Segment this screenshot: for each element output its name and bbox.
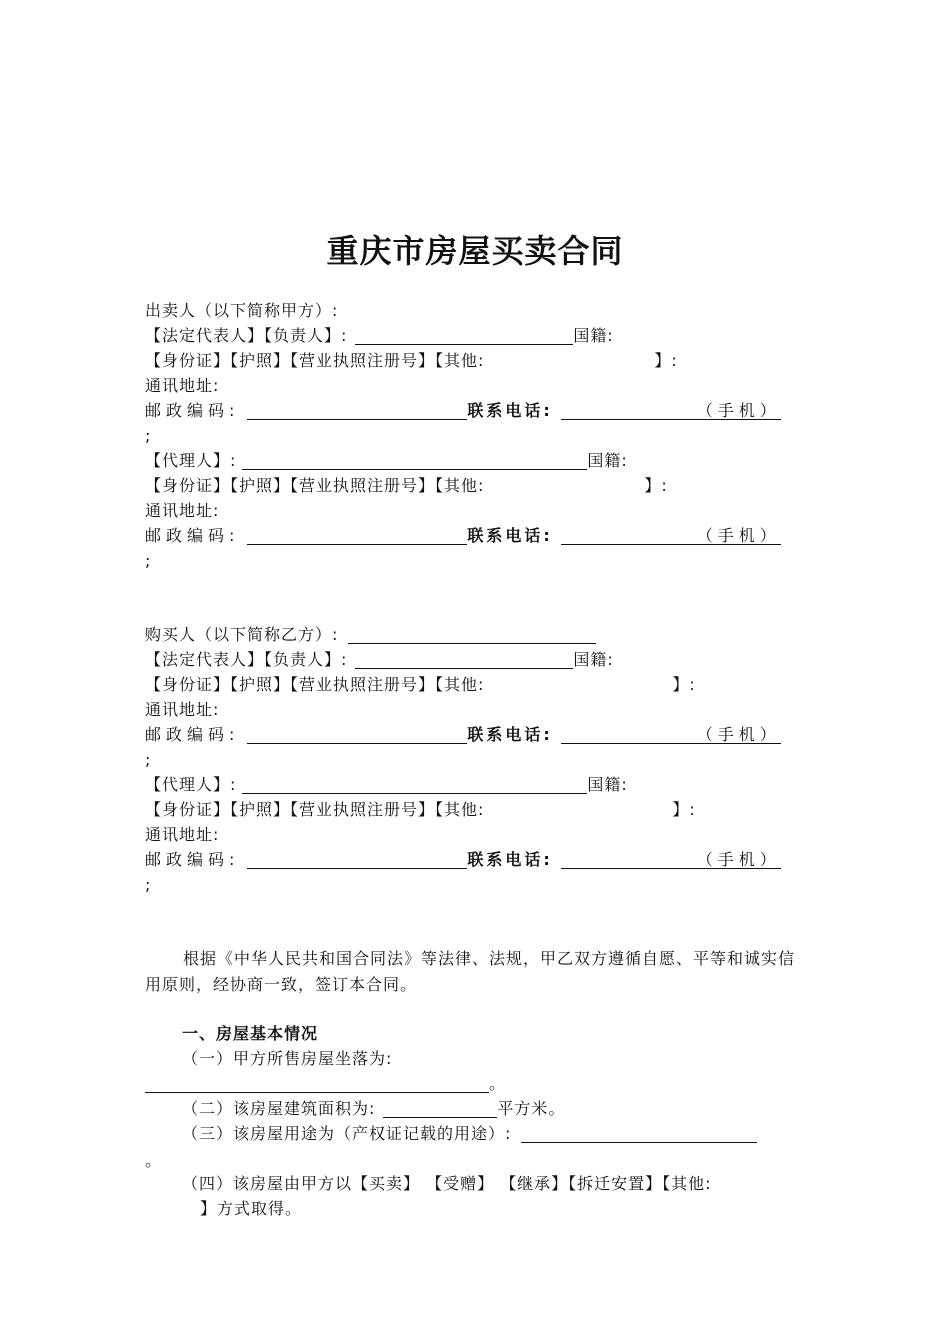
section1-item3-end: 。 bbox=[145, 1151, 163, 1170]
buyer-postal-blank[interactable] bbox=[247, 723, 467, 744]
seller-agent-blank[interactable] bbox=[242, 449, 587, 470]
item1-end: 。 bbox=[489, 1074, 507, 1093]
seller-id-close: 】: bbox=[654, 351, 678, 370]
buyer-rep-blank[interactable] bbox=[355, 648, 573, 669]
seller-postal-blank[interactable] bbox=[247, 399, 467, 420]
buyer-header-line bbox=[145, 623, 596, 647]
section1-item1: （一）甲方所售房屋坐落为: bbox=[182, 1049, 393, 1068]
item2-label: （二）该房屋建筑面积为: bbox=[182, 1099, 376, 1118]
buyer-rep-line bbox=[145, 648, 614, 672]
seller-agent-postal-label: 邮政编码: bbox=[145, 526, 240, 545]
seller-header-text: 出卖人（以下简称甲方）: bbox=[145, 301, 339, 320]
section1-item2 bbox=[182, 1097, 565, 1121]
buyer-agent-blank[interactable] bbox=[242, 773, 587, 794]
seller-agent-postal-blank[interactable] bbox=[247, 524, 467, 545]
buyer-rep-label: 【法定代表人】【负责人】: bbox=[145, 650, 348, 669]
buyer-agent-label: 【代理人】: bbox=[145, 775, 237, 794]
seller-agent-id-label: 【身份证】【护照】【营业执照注册号】【其他: bbox=[145, 476, 485, 495]
buyer-mobile-blank[interactable]: （手机） bbox=[561, 723, 781, 744]
seller-address-line bbox=[145, 374, 219, 398]
seller-address-label: 通讯地址: bbox=[145, 376, 220, 395]
buyer-agent-mobile-blank[interactable]: （手机） bbox=[561, 848, 781, 869]
seller-agent-address-line bbox=[145, 499, 219, 523]
section1-item3 bbox=[182, 1122, 757, 1146]
seller-id-line bbox=[145, 349, 678, 373]
buyer-agent-postal-label: 邮政编码: bbox=[145, 850, 240, 869]
buyer-header-text: 购买人（以下简称乙方）: bbox=[145, 625, 339, 644]
seller-rep-label: 【法定代表人】【负责人】: bbox=[145, 326, 348, 345]
buyer-nationality-label: 国籍: bbox=[573, 650, 614, 669]
buyer-agent-phone-label: 联系电话: bbox=[467, 850, 553, 869]
buyer-postal-label: 邮政编码: bbox=[145, 725, 240, 744]
seller-header bbox=[145, 299, 338, 323]
seller-agent-address-label: 通讯地址: bbox=[145, 501, 220, 520]
buyer-semicolon: ; bbox=[145, 750, 152, 769]
seller-agent-line bbox=[145, 449, 628, 473]
buyer-agent-address-label: 通讯地址: bbox=[145, 825, 220, 844]
buyer-agent-line bbox=[145, 773, 628, 797]
buyer-address-line bbox=[145, 698, 219, 722]
seller-agent-semicolon: ; bbox=[145, 551, 152, 570]
buyer-phone-label: 联系电话: bbox=[467, 725, 553, 744]
buyer-agent-address-line bbox=[145, 823, 219, 847]
property-location-blank[interactable] bbox=[145, 1072, 489, 1093]
buyer-agent-postal-blank[interactable] bbox=[247, 848, 467, 869]
seller-agent-nationality-label: 国籍: bbox=[587, 451, 628, 470]
buyer-agent-postal-line bbox=[145, 848, 781, 872]
section1-item1-blank-line bbox=[145, 1072, 506, 1096]
seller-id-label: 【身份证】【护照】【营业执照注册号】【其他: bbox=[145, 351, 485, 370]
buyer-agent-id-line bbox=[145, 798, 696, 822]
buyer-agent-nationality-label: 国籍: bbox=[587, 775, 628, 794]
seller-agent-postal-line bbox=[145, 524, 781, 548]
buyer-agent-semicolon: ; bbox=[145, 875, 152, 894]
seller-semicolon: ; bbox=[145, 426, 152, 445]
seller-agent-phone-label: 联系电话: bbox=[467, 526, 553, 545]
section1-heading: 一、房屋基本情况 bbox=[182, 1024, 319, 1043]
buyer-name-blank[interactable] bbox=[348, 623, 596, 644]
seller-postal-label: 邮政编码: bbox=[145, 401, 240, 420]
buyer-agent-id-close: 】: bbox=[672, 800, 696, 819]
seller-rep-line bbox=[145, 324, 614, 348]
seller-agent-mobile-blank[interactable]: （手机） bbox=[561, 524, 781, 545]
seller-agent-id-line bbox=[145, 474, 668, 498]
seller-rep-blank[interactable] bbox=[355, 324, 573, 345]
seller-postal-line bbox=[145, 399, 781, 423]
section1-item4-line2: 】方式取得。 bbox=[200, 1199, 303, 1218]
item3-label: （三）该房屋用途为（产权证记载的用途）: bbox=[182, 1124, 512, 1143]
seller-nationality-label: 国籍: bbox=[573, 326, 614, 345]
seller-agent-label: 【代理人】: bbox=[145, 451, 237, 470]
buyer-id-line bbox=[145, 673, 696, 697]
seller-mobile-blank[interactable]: （手机） bbox=[561, 399, 781, 420]
floor-area-blank[interactable] bbox=[383, 1097, 497, 1118]
buyer-agent-id-label: 【身份证】【护照】【营业执照注册号】【其他: bbox=[145, 800, 485, 819]
seller-phone-label: 联系电话: bbox=[467, 401, 553, 420]
buyer-id-close: 】: bbox=[672, 675, 696, 694]
intro-paragraph: 根据《中华人民共和国合同法》等法律、法规，甲乙双方遵循自愿、平等和诚实信用原则，经协商一致，签订本合同。 bbox=[145, 949, 796, 994]
buyer-postal-line bbox=[145, 723, 781, 747]
item2-unit: 平方米。 bbox=[497, 1099, 566, 1118]
buyer-id-label: 【身份证】【护照】【营业执照注册号】【其他: bbox=[145, 675, 485, 694]
property-use-blank[interactable] bbox=[521, 1122, 757, 1143]
buyer-address-label: 通讯地址: bbox=[145, 700, 220, 719]
document-title: 重庆市房屋买卖合同 bbox=[326, 232, 624, 270]
seller-agent-id-close: 】: bbox=[644, 476, 668, 495]
section1-item4-line1: （四）该房屋由甲方以【买卖】 【受赠】 【继承】【拆迁安置】【其他: bbox=[182, 1174, 712, 1193]
